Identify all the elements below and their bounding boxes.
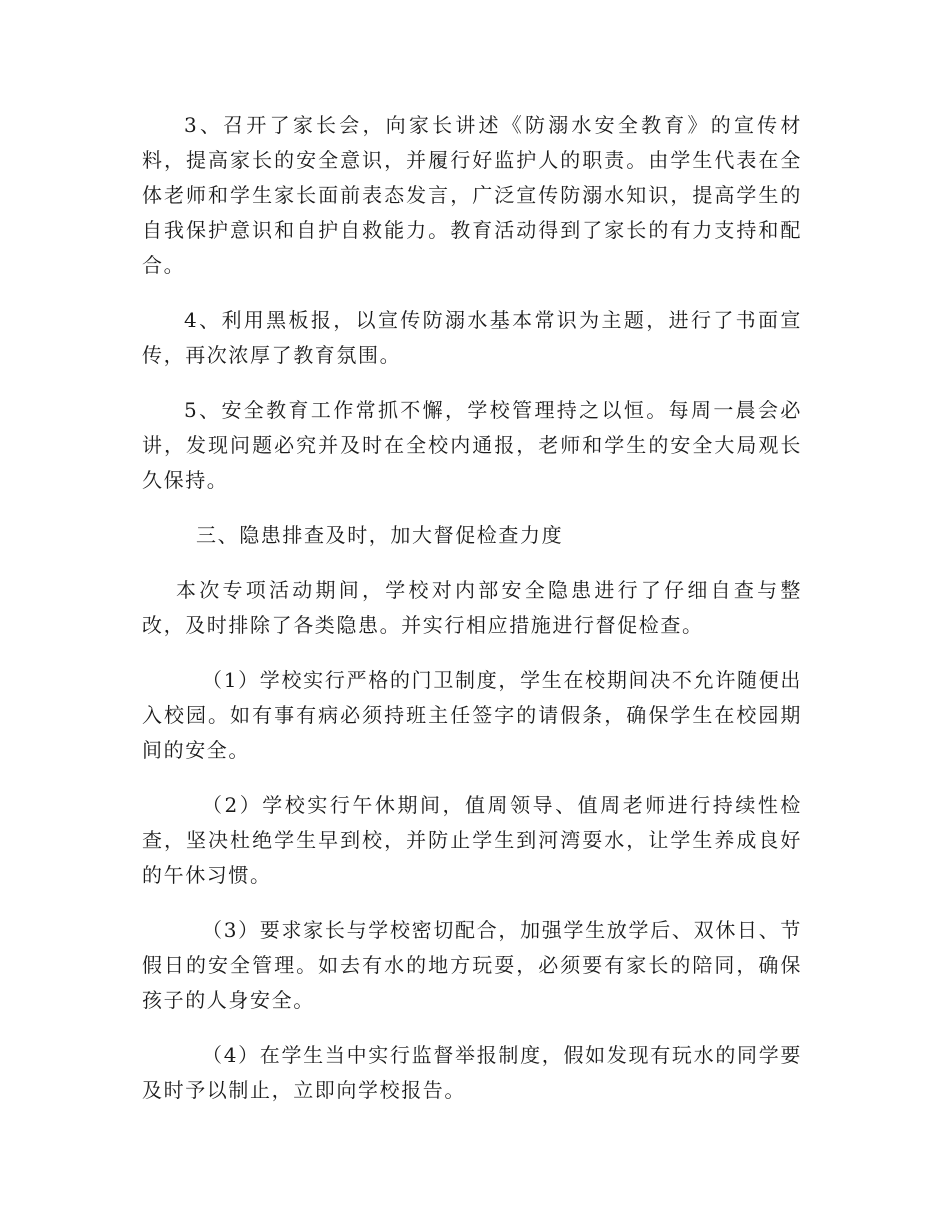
paragraph-blackboard: 4、利用黑板报，以宣传防溺水基本常识为主题，进行了书面宣传，再次浓厚了教育氛围。 bbox=[142, 308, 802, 367]
section-heading-hazard-check: 三、隐患排查及时，加大督促检查力度 bbox=[196, 523, 564, 547]
document-body bbox=[142, 108, 802, 1128]
paragraph-hazard-intro: 本次专项活动期间，学校对内部安全隐患进行了仔细自查与整改，及时排除了各类隐患。并实行相应措施进行督促检查。 bbox=[142, 578, 802, 637]
list-item-report-system: （4）在学生当中实行监督举报制度，假如发现有玩水的同学要及时予以制止，立即向学校报告。 bbox=[142, 1043, 802, 1102]
list-item-parent-cooperation: （3）要求家长与学校密切配合，加强学生放学后、双休日、节假日的安全管理。如去有水的地方玩耍，必须要有家长的陪同，确保孩子的人身安全。 bbox=[142, 918, 802, 1012]
paragraph-safety-education: 5、安全教育工作常抓不懈，学校管理持之以恒。每周一晨会必讲，发现问题必究并及时在全校内通报，老师和学生的安全大局观长久保持。 bbox=[142, 398, 802, 492]
list-item-gatekeeping: （1）学校实行严格的门卫制度，学生在校期间决不允许随便出入校园。如有事有病必须持班主任签字的请假条，确保学生在校园期间的安全。 bbox=[142, 668, 802, 762]
paragraph-parent-meeting: 3、召开了家长会，向家长讲述《防溺水安全教育》的宣传材料，提高家长的安全意识，并履行好监护人的职责。由学生代表在全体老师和学生家长面前表态发言，广泛宣传防溺水知识，提高学生的自我保护意识和自护自救能力。教育活动得到了家长的有力支持和配合。 bbox=[142, 113, 802, 277]
list-item-noon-break: （2）学校实行午休期间，值周领导、值周老师进行持续性检查，坚决杜绝学生早到校，并防止学生到河湾耍水，让学生养成良好的午休习惯。 bbox=[142, 793, 802, 887]
